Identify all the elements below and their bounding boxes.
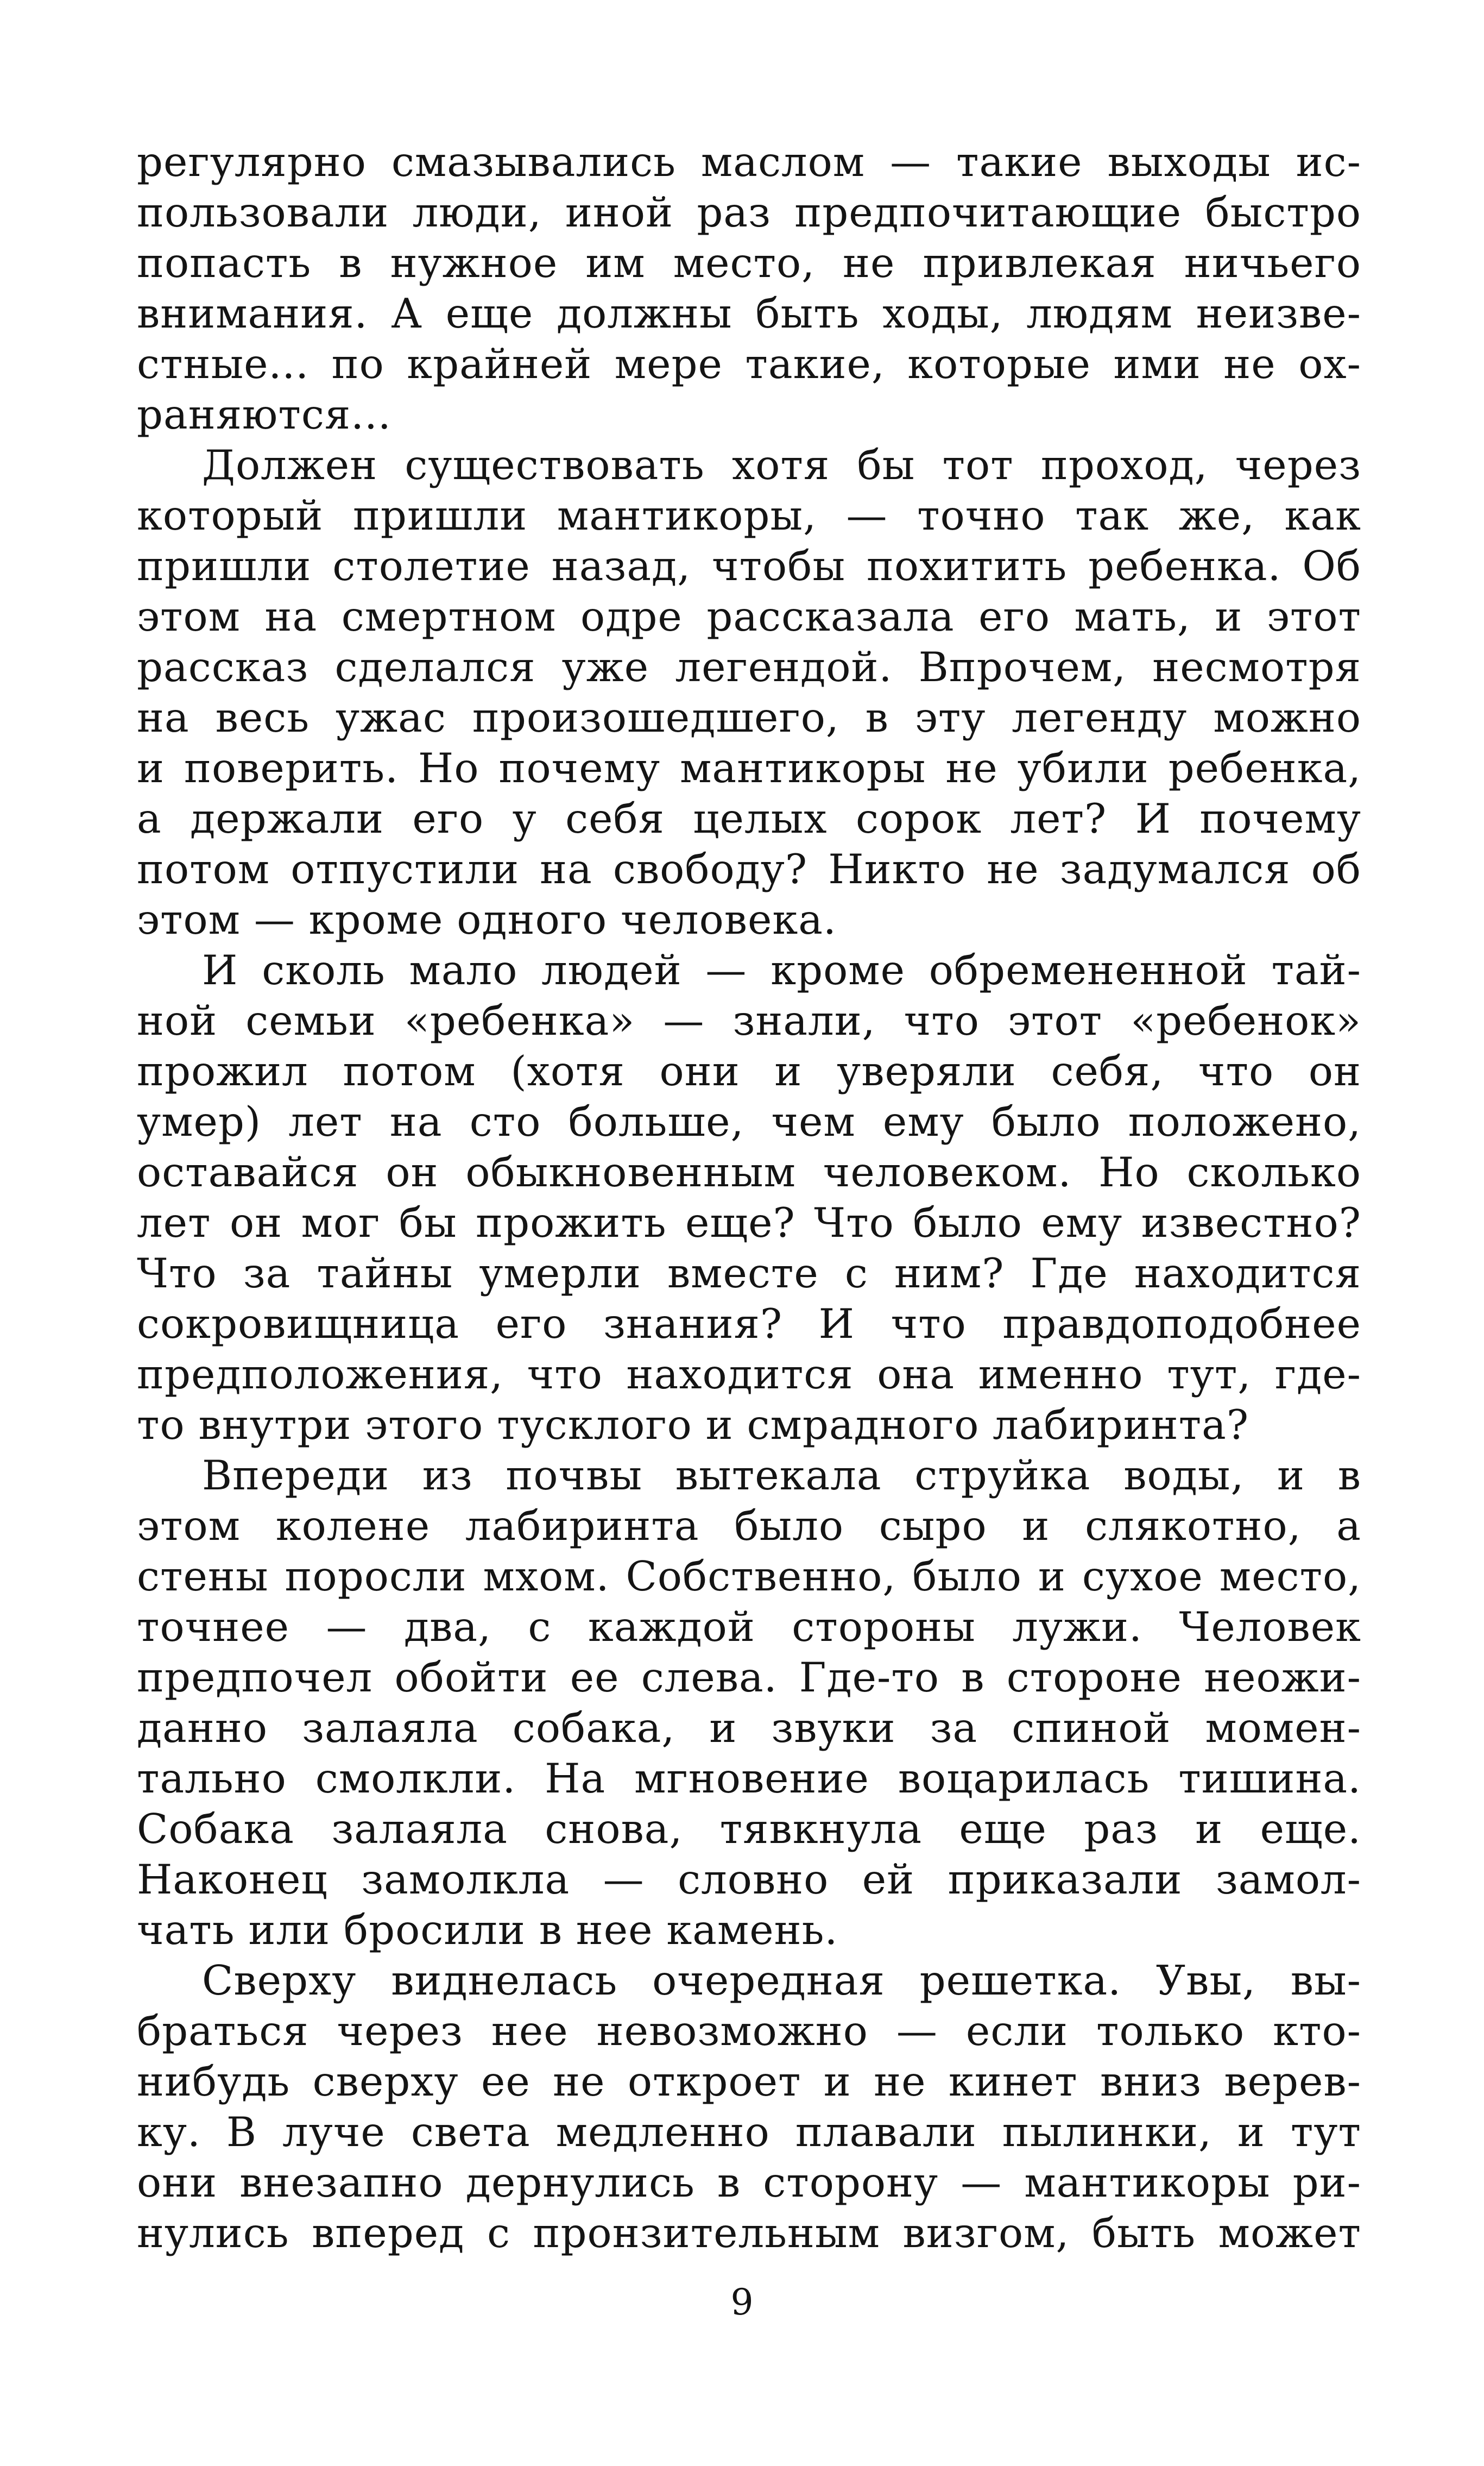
text-line: нулись вперед с пронзительным визгом, быть может: [137, 2209, 1361, 2257]
text-line: этом колене лабиринта было сыро и слякотно, а: [137, 1502, 1361, 1550]
text-line: ной семьи «ребенка» — знали, что этот «ребенок»: [137, 997, 1361, 1045]
text-line: рассказ сделался уже легендой. Впрочем, несмотря: [137, 643, 1361, 691]
text-line: внимания. А еще должны быть ходы, людям неизве-: [137, 290, 1361, 337]
text-line: предположения, что находится она именно тут, где-: [137, 1350, 1361, 1398]
text-line: который пришли мантикоры, — точно так же, как: [137, 492, 1361, 539]
text-line: оставайся он обыкновенным человеком. Но сколько: [137, 1148, 1361, 1196]
text-line: точнее — два, с каждой стороны лужи. Человек: [137, 1603, 1361, 1651]
text-line: предпочел обойти ее слева. Где-то в стороне неожи-: [137, 1653, 1361, 1701]
text-line: Собака залаяла снова, тявкнула еще раз и еще.: [137, 1805, 1361, 1853]
paragraph: [137, 1955, 1361, 2259]
text-line: пришли столетие назад, чтобы похитить ребенка. Об: [137, 542, 1361, 590]
text-line: чать или бросили в нее камень.: [137, 1906, 838, 1954]
paragraph: [137, 945, 1361, 1450]
text-line: Должен существовать хотя бы тот проход, через: [202, 441, 1361, 489]
text-line: Наконец замолкла — словно ей приказали замол-: [137, 1855, 1361, 1903]
text-line: данно залаяла собака, и звуки за спиной момен-: [137, 1704, 1361, 1752]
text-line: а держали его у себя целых сорок лет? И почему: [137, 795, 1361, 842]
text-line: лет он мог бы прожить еще? Что было ему известно?: [137, 1199, 1361, 1247]
paragraph: [137, 1450, 1361, 1955]
text-line: этом на смертном одре рассказала его мать, и этот: [137, 593, 1361, 640]
text-line: прожил потом (хотя они и уверяли себя, что он: [137, 1047, 1361, 1095]
text-line: сокровищница его знания? И что правдоподобнее: [137, 1300, 1361, 1348]
text-line: Что за тайны умерли вместе с ним? Где находится: [137, 1249, 1361, 1297]
text-line: стные... по крайней мере такие, которые ими не ох-: [137, 340, 1361, 388]
text-line: пользовали люди, иной раз предпочитающие быстро: [137, 188, 1361, 236]
text-line: нибудь сверху ее не откроет и не кинет вниз верев-: [137, 2058, 1361, 2105]
text-line: потом отпустили на свободу? Никто не задумался об: [137, 845, 1361, 893]
text-line: И сколь мало людей — кроме обремененной тай-: [202, 946, 1361, 994]
text-line: Сверху виднелась очередная решетка. Увы, вы-: [202, 1957, 1361, 2004]
text-line: стены поросли мхом. Собственно, было и сухое место,: [137, 1552, 1361, 1600]
text-line: то внутри этого тусклого и смрадного лабиринта?: [137, 1401, 1249, 1449]
text-line: тально смолкли. На мгновение воцарилась тишина.: [137, 1754, 1361, 1802]
text-line: Впереди из почвы вытекала струйка воды, и в: [202, 1451, 1361, 1499]
paragraph: [137, 137, 1361, 440]
text-line: регулярно смазывались маслом — такие выходы ис-: [137, 138, 1361, 186]
text-line: этом — кроме одного человека.: [137, 896, 837, 943]
text-line: ку. В луче света медленно плавали пылинки, и тут: [137, 2108, 1361, 2156]
text-line: умер) лет на сто больше, чем ему было положено,: [137, 1098, 1361, 1146]
text-line: попасть в нужное им место, не привлекая ничьего: [137, 239, 1361, 287]
text-line: они внезапно дернулись в сторону — мантикоры ри-: [137, 2159, 1361, 2206]
text-line: на весь ужас произошедшего, в эту легенду можно: [137, 694, 1361, 741]
text-line: и поверить. Но почему мантикоры не убили ребенка,: [137, 744, 1361, 792]
paragraph: [137, 440, 1361, 945]
page-number: 9: [730, 2281, 754, 2323]
text-line: раняются...: [137, 391, 391, 438]
text-line: браться через нее невозможно — если только кто-: [137, 2007, 1361, 2055]
body-text: [137, 137, 1361, 2259]
